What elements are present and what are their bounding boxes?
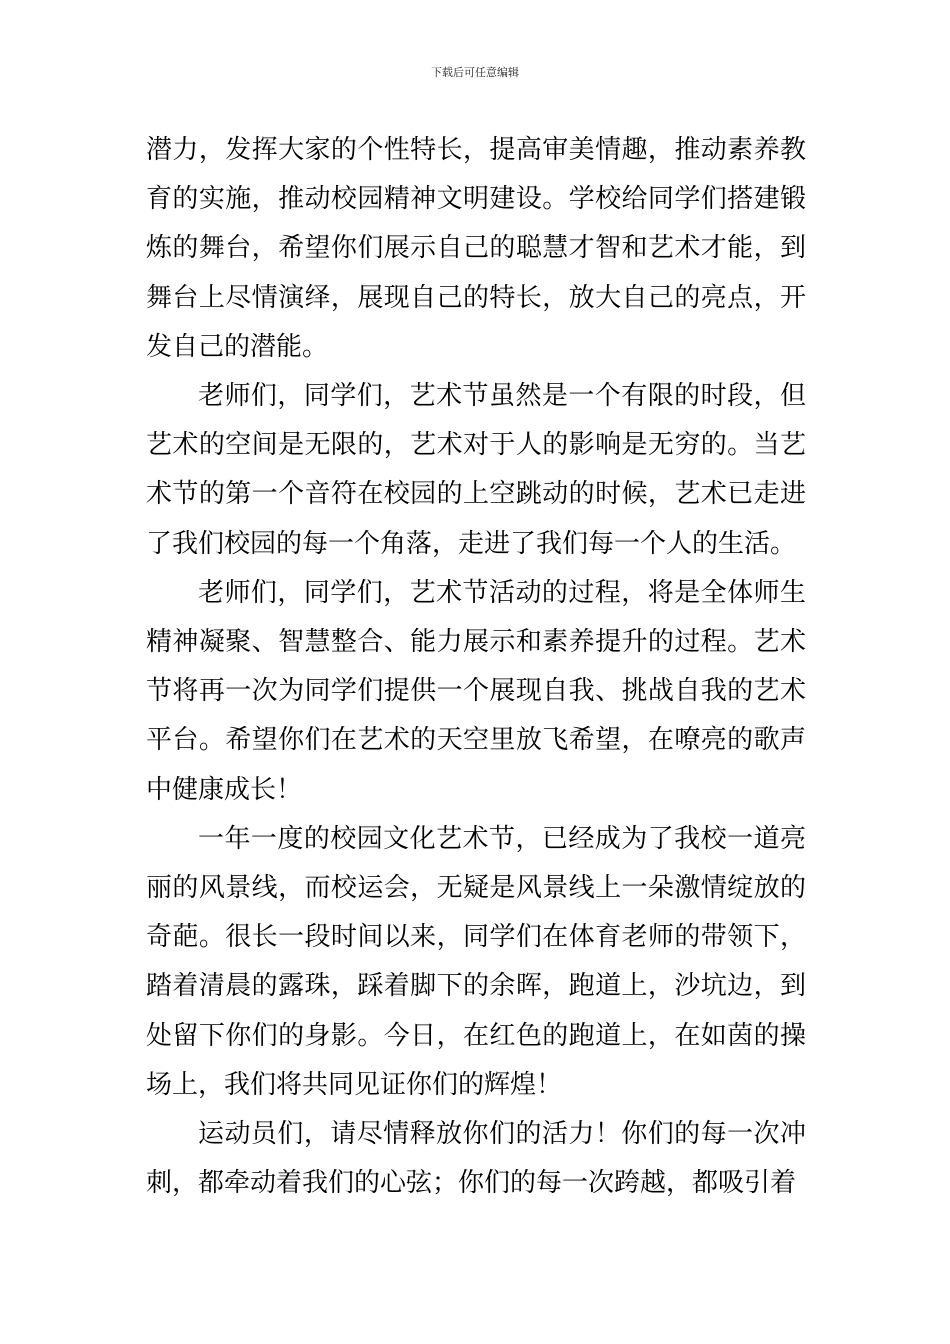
paragraph-5: 运动员们，请尽情释放你们的活力！你们的每一次冲刺，都牵动着我们的心弦；你们的每一次跨越，都吸引着 [146, 1119, 806, 1199]
page-header-note: 下载后可任意编辑 [431, 66, 519, 79]
paragraph-2: 老师们，同学们，艺术节虽然是一个有限的时段，但艺术的空间是无限的，艺术对于人的影响是无穷的。当艺术节的第一个音符在校园的上空跳动的时候，艺术已走进了我们校园的每一个角落，走进了我们每一个人的生活。 [146, 381, 806, 559]
document-body [146, 126, 806, 1208]
paragraph-4: 一年一度的校园文化艺术节，已经成为了我校一道亮丽的风景线，而校运会，无疑是风景线上一朵激情绽放的奇葩。很长一段时间以来，同学们在体育老师的带领下，踏着清晨的露珠，踩着脚下的余晖，跑道上，沙坑边，到处留下你们的身影。今日，在红色的跑道上，在如茵的操场上，我们将共同见证你们的辉煌！ [146, 823, 806, 1100]
paragraph-1: 潜力，发挥大家的个性特长，提高审美情趣，推动素养教育的实施，推动校园精神文明建设。学校给同学们搭建锻炼的舞台，希望你们展示自己的聪慧才智和艺术才能，到舞台上尽情演绎，展现自己的特长，放大自己的亮点，开发自己的潜能。 [146, 135, 806, 362]
paragraph-3: 老师们，同学们，艺术节活动的过程，将是全体师生精神凝聚、智慧整合、能力展示和素养提升的过程。艺术节将再一次为同学们提供一个展现自我、挑战自我的艺术平台。希望你们在艺术的天空里放飞希望，在嘹亮的歌声中健康成长！ [146, 577, 806, 805]
